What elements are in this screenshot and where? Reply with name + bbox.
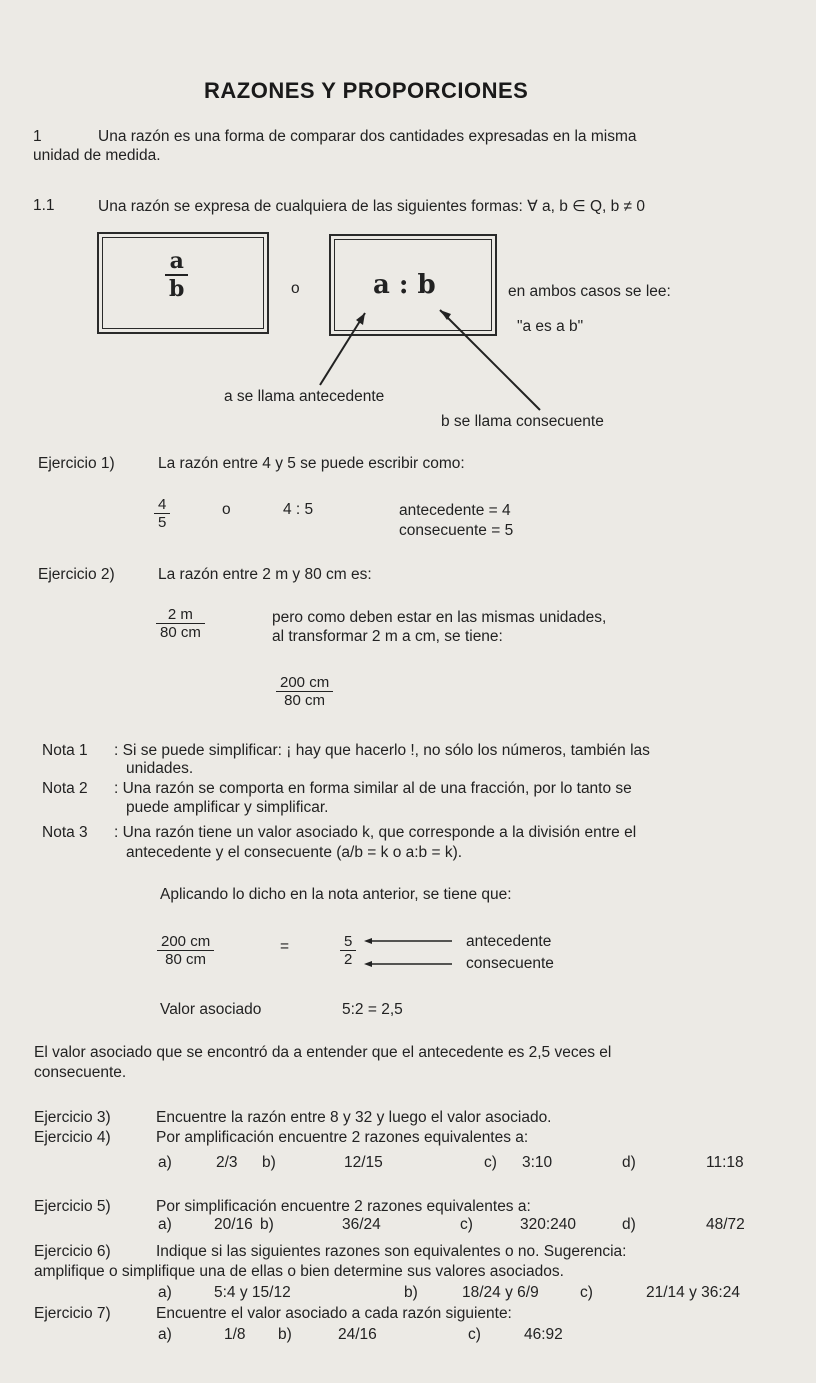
- ej5-d-label: d): [622, 1216, 636, 1233]
- section-1-line2: unidad de medida.: [33, 147, 161, 164]
- apply-consecuente: consecuente: [466, 955, 554, 972]
- ej4-d-value: 11:18: [706, 1154, 744, 1171]
- ej2-numerator: 2 m: [156, 606, 205, 624]
- ej6-c-label: c): [580, 1284, 593, 1301]
- ej5-c-label: c): [460, 1216, 473, 1233]
- ej5-text: Por simplificación encuentre 2 razones equivalentes a:: [156, 1198, 531, 1215]
- ej7-b-label: b): [278, 1326, 292, 1343]
- ej3-label: Ejercicio 3): [34, 1109, 111, 1126]
- ej1-denominator: 5: [158, 514, 167, 531]
- ej5-a-value: 20/16: [214, 1216, 253, 1233]
- ej1-antecedente: antecedente = 4: [399, 502, 511, 519]
- ej5-b-value: 36/24: [342, 1216, 381, 1233]
- note-3-label: Nota 3: [42, 824, 88, 841]
- ej1-fraction: [154, 496, 170, 531]
- note-2-line2: puede amplificar y simplificar.: [126, 799, 329, 816]
- colon-form: a : b: [373, 270, 436, 300]
- ej4-label: Ejercicio 4): [34, 1129, 111, 1146]
- ej6-a-label: a): [158, 1284, 172, 1301]
- ej5-a-label: a): [158, 1216, 172, 1233]
- note-3-line2: antecedente y el consecuente (a/b = k o a:b = k).: [126, 844, 463, 861]
- apply-numerator: 200 cm: [157, 933, 214, 951]
- consecuente-arrow: [440, 310, 540, 410]
- apply-simplified-denominator: 2: [344, 951, 353, 968]
- fraction-form-denominator: b: [169, 276, 185, 302]
- ej1-consecuente: consecuente = 5: [399, 522, 514, 539]
- section-1-1-text: Una razón se expresa de cualquiera de las siguientes formas: ∀ a, b ∈ Q, b ≠ 0: [98, 198, 645, 215]
- ej7-a-label: a): [158, 1326, 172, 1343]
- ej2-fraction: [156, 606, 205, 641]
- diagram-arrows: [0, 0, 816, 440]
- apply-denominator: 80 cm: [165, 951, 207, 968]
- note-3-line1: : Una razón tiene un valor asociado k, que corresponde a la división entre el: [114, 824, 637, 841]
- ej4-b-label: b): [262, 1154, 276, 1171]
- ej2-note-2: al transformar 2 m a cm, se tiene:: [272, 628, 503, 645]
- antecedente-label: a se llama antecedente: [224, 388, 385, 405]
- page-title: RAZONES Y PROPORCIONES: [204, 78, 529, 103]
- ej1-or: o: [222, 501, 231, 518]
- ej2-text: La razón entre 2 m y 80 cm es:: [158, 566, 372, 583]
- ej6-label: Ejercicio 6): [34, 1243, 111, 1260]
- note-1-line1: : Si se puede simplificar: ¡ hay que hacerlo !, no sólo los números, también las: [114, 742, 650, 759]
- ej4-a-value: 2/3: [216, 1154, 238, 1171]
- valor-asociado-value: 5:2 = 2,5: [342, 1001, 403, 1018]
- apply-antecedente: antecedente: [466, 933, 552, 950]
- ej6-line2: amplifique o simplifique una de ellas o bien determine sus valores asociados.: [34, 1263, 564, 1280]
- diagram-or: o: [291, 280, 300, 297]
- ej5-b-label: b): [260, 1216, 274, 1233]
- apply-simplified-numerator: 5: [340, 933, 356, 951]
- ej4-text: Por amplificación encuentre 2 razones equivalentes a:: [156, 1129, 529, 1146]
- conclusion-line2: consecuente.: [34, 1064, 127, 1081]
- section-1-line1: Una razón es una forma de comparar dos cantidades expresadas en la misma: [98, 128, 637, 145]
- ej3-text: Encuentre la razón entre 8 y 32 y luego el valor asociado.: [156, 1109, 552, 1126]
- note-1-label: Nota 1: [42, 742, 88, 759]
- ej6-a-value: 5:4 y 15/12: [214, 1284, 291, 1301]
- ej4-a-label: a): [158, 1154, 172, 1171]
- section-1-number: 1: [33, 128, 42, 145]
- ej4-d-label: d): [622, 1154, 636, 1171]
- ej6-line1: Indique si las siguientes razones son equivalentes o no. Sugerencia:: [156, 1243, 627, 1260]
- ej1-numerator: 4: [154, 496, 170, 514]
- note-2-line1: : Una razón se comporta en forma similar al de una fracción, por lo tanto se: [114, 780, 632, 797]
- ej2-converted-numerator: 200 cm: [276, 674, 333, 692]
- antecedente-arrow: [320, 313, 365, 385]
- ej7-label: Ejercicio 7): [34, 1305, 111, 1322]
- ej2-converted-denominator: 80 cm: [284, 692, 326, 709]
- ej4-c-label: c): [484, 1154, 497, 1171]
- apply-fraction: [157, 933, 214, 968]
- diagram-read-2: "a es a b": [517, 318, 584, 335]
- ej1-text: La razón entre 4 y 5 se puede escribir como:: [158, 455, 465, 472]
- ej7-b-value: 24/16: [338, 1326, 377, 1343]
- note-2-label: Nota 2: [42, 780, 88, 797]
- apply-equals: =: [280, 938, 290, 955]
- ej6-b-value: 18/24 y 6/9: [462, 1284, 539, 1301]
- ej6-c-value: 21/14 y 36:24: [646, 1284, 740, 1301]
- fraction-form-numerator: a: [165, 248, 188, 276]
- ej5-d-value: 48/72: [706, 1216, 745, 1233]
- diagram-read-1: en ambos casos se lee:: [508, 283, 671, 300]
- ej7-text: Encuentre el valor asociado a cada razón siguiente:: [156, 1305, 512, 1322]
- conclusion-line1: El valor asociado que se encontró da a entender que el antecedente es 2,5 veces el: [34, 1044, 612, 1061]
- ej7-a-value: 1/8: [224, 1326, 246, 1343]
- apply-simplified-fraction: [340, 933, 356, 968]
- ej2-label: Ejercicio 2): [38, 566, 115, 583]
- ej2-note-1: pero como deben estar en las mismas unidades,: [272, 609, 607, 626]
- valor-asociado-label: Valor asociado: [160, 1001, 262, 1018]
- apply-text: Aplicando lo dicho en la nota anterior, se tiene que:: [160, 886, 512, 903]
- ej1-colon: 4 : 5: [283, 501, 314, 518]
- ej4-c-value: 3:10: [522, 1154, 553, 1171]
- ej7-c-value: 46:92: [524, 1326, 563, 1343]
- section-1-1-number: 1.1: [33, 197, 55, 214]
- ej2-converted-fraction: [276, 674, 333, 709]
- ej5-label: Ejercicio 5): [34, 1198, 111, 1215]
- note-1-line2: unidades.: [126, 760, 194, 777]
- ej1-label: Ejercicio 1): [38, 455, 115, 472]
- consecuente-label: b se llama consecuente: [441, 413, 604, 430]
- ej2-denominator: 80 cm: [160, 624, 201, 641]
- ej7-c-label: c): [468, 1326, 481, 1343]
- ej5-c-value: 320:240: [520, 1216, 577, 1233]
- ej6-b-label: b): [404, 1284, 418, 1301]
- apply-arrows: [360, 930, 460, 975]
- ej4-b-value: 12/15: [344, 1154, 383, 1171]
